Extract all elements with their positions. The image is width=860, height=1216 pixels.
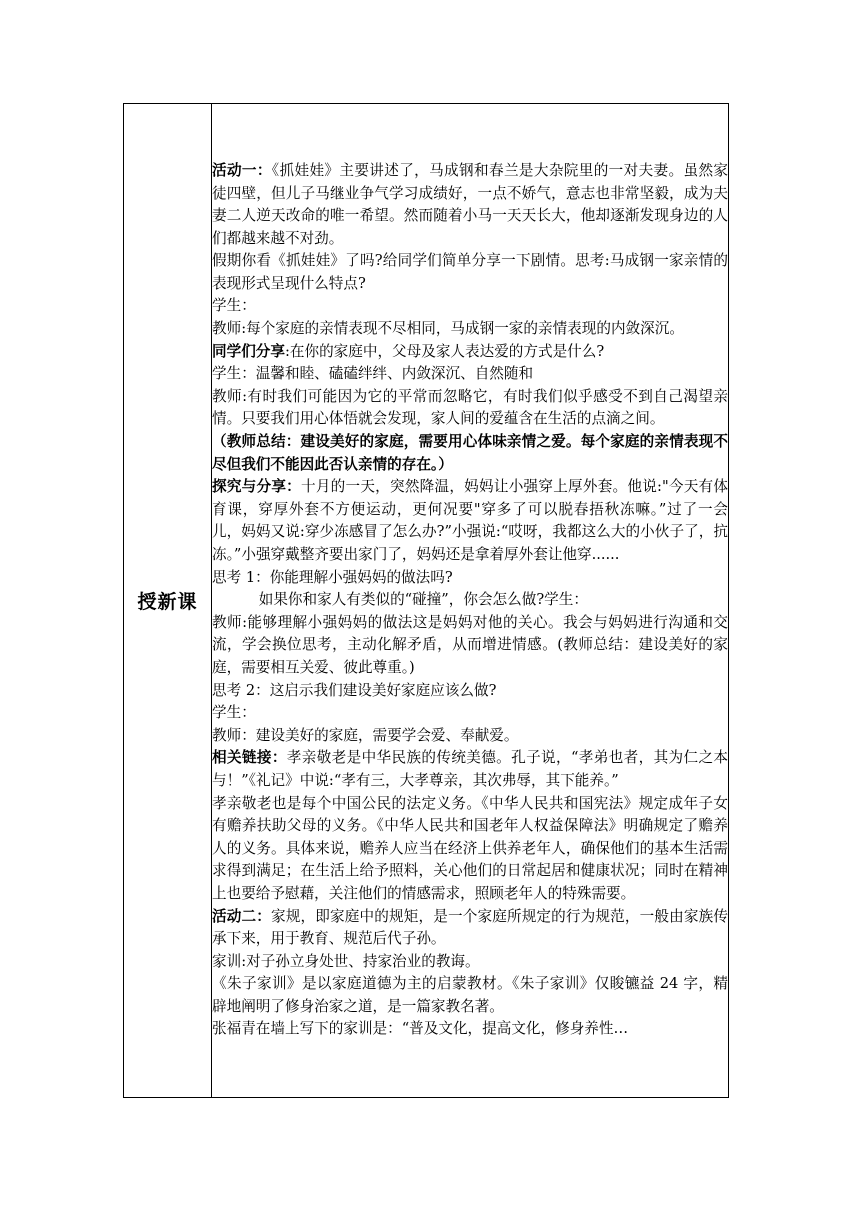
- paragraph: [212, 567, 728, 590]
- paragraph: [212, 318, 728, 341]
- lesson-content: [212, 160, 728, 1041]
- paragraph: [212, 363, 728, 386]
- table-row: [124, 104, 729, 1098]
- paragraph-text: :在你的家庭中，父母及家人表达爱的方式是什么?: [284, 342, 605, 360]
- paragraph-text: 如果你和家人有类似的“碰撞”，你会怎么做?学生：: [258, 591, 588, 609]
- section-label-cell: [124, 104, 212, 1098]
- paragraph-text: 学生：温馨和睦、磕磕绊绊、内敛深沉、自然随和: [212, 365, 534, 383]
- paragraph-text: 家规，即家庭中的规矩，是一个家庭所规定的行为规范，一般由家族传承下来，用于教育、规范后代子孙。: [212, 907, 728, 948]
- paragraph-text: 教师:有时我们可能因为它的平常而忽略它，有时我们似乎感受不到自己渴望亲情。只要我们用心体悟就会发现，家人间的爱蕴含在生活的点滴之间。: [212, 387, 728, 428]
- paragraph-text: 家训:对子孙立身处世、持家治业的教诲。: [212, 952, 480, 970]
- paragraph: [212, 973, 728, 1018]
- paragraph: [212, 1018, 728, 1041]
- paragraph-lead: （教师总结：建设美好的家庭，需要用心体味亲情之爱。每个家庭的亲情表现不尽但我们不能因此否认亲情的存在。）: [212, 433, 728, 473]
- paragraph: [212, 951, 728, 974]
- paragraph-text: 十月的一天，突然降温，妈妈让小强穿上厚外套。他说:"今天有体育课，穿厚外套不方便运动，更何况要"穿多了可以脱春捂秋冻嘛。”过了一会儿，妈妈又说:穿少冻感冒了怎么办?”小强说:“哎呀，我都这么大的小伙子了，抗冻。”小强穿戴整齐要出家门了，妈妈还是拿着厚外套让他穿......: [212, 478, 728, 564]
- section-label: 授新课: [137, 591, 198, 613]
- paragraph-text: 学生：: [212, 704, 256, 722]
- paragraph: [212, 476, 728, 566]
- paragraph-text: 《朱子家训》是以家庭道德为主的启蒙教材。《朱子家训》仅睃镳益 24 字，精辟地阐明了修身治家之道，是一篇家教名著。: [212, 975, 728, 1015]
- paragraph-text: 教师:能够理解小强妈妈的做法这是妈妈对他的关心。我会与妈妈进行沟通和交流，学会换位思考，主动化解矛盾，从而增进情感。(教师总结：建设美好的家庭，需要相互关爱、彼此尊重。): [212, 613, 728, 676]
- paragraph: [212, 680, 728, 703]
- paragraph-text: 教师：建设美好的家庭，需要学会爱、奉献爱。: [212, 726, 519, 744]
- paragraph-text: 孝亲敬老也是每个中国公民的法定义务。《中华人民共和国宪法》规定成年子女有赡养扶助父母的义务。《中华人民共和国老年人权益保障法》明确规定了赡养人的义务。具体来说，赡养人应当在经济上供养老年人，确保他们的基本生活需求得到满足；在生活上给予照料，关心他们的日常起居和健康状况；同时在精神上也要给予慰藉，关注他们的情感需求，照顾老年人的特殊需要。: [212, 794, 728, 902]
- paragraph-lead: 同学们分享: [212, 342, 285, 360]
- paragraph-lead: 活动一：: [212, 161, 272, 179]
- paragraph-text: 假期你看《抓娃娃》了吗?给同学们简单分享一下剧情。思考:马成钢一家亲情的表现形式呈现什么特点?: [212, 252, 728, 292]
- paragraph: [212, 589, 728, 612]
- paragraph: [212, 747, 728, 792]
- paragraph: [212, 431, 728, 476]
- paragraph-text: 孝亲敬老是中华民族的传统美德。孔子说，“孝弟也者，其为仁之本与！”《礼记》中说:“孝有三，大孝尊亲，其次弗辱，其下能养。”: [212, 749, 728, 789]
- paragraph: [212, 341, 728, 364]
- paragraph-lead: 活动二：: [212, 907, 271, 925]
- paragraph: [212, 160, 728, 250]
- paragraph: [212, 612, 728, 680]
- paragraph-text: 《抓娃娃》主要讲述了，马成钢和春兰是大杂院里的一对夫妻。虽然家徒四壁，但儿子马继业争气学习成绩好，一点不娇气，意志也非常坚毅，成为夫妻二人逆天改命的唯一希望。然而随着小马一天天长大，他却逐渐发现身边的人们都越来越不对劲。: [212, 161, 728, 247]
- lesson-table: [123, 103, 729, 1098]
- paragraph-text: 思考 1：你能理解小强妈妈的做法吗?: [212, 568, 453, 586]
- paragraph-text: 张福青在墙上写下的家训是：“普及文化，提高文化，修身养性…: [212, 1020, 629, 1038]
- paragraph: [212, 295, 728, 318]
- paragraph-lead: 探究与分享：: [212, 478, 302, 496]
- paragraph-lead: 相关链接：: [212, 749, 287, 767]
- paragraph: [212, 906, 728, 951]
- paragraph: [212, 250, 728, 295]
- paragraph-text: 思考 2：这启示我们建设美好家庭应该么做?: [212, 681, 497, 699]
- content-cell: [212, 104, 729, 1098]
- paragraph: [212, 386, 728, 431]
- paragraph: [212, 702, 728, 725]
- paragraph-text: 学生：: [212, 297, 256, 315]
- paragraph: [212, 793, 728, 906]
- paragraph-text: 教师:每个家庭的亲情表现不尽相同，马成钢一家的亲情表现的内敛深沉。: [212, 320, 684, 338]
- paragraph: [212, 725, 728, 748]
